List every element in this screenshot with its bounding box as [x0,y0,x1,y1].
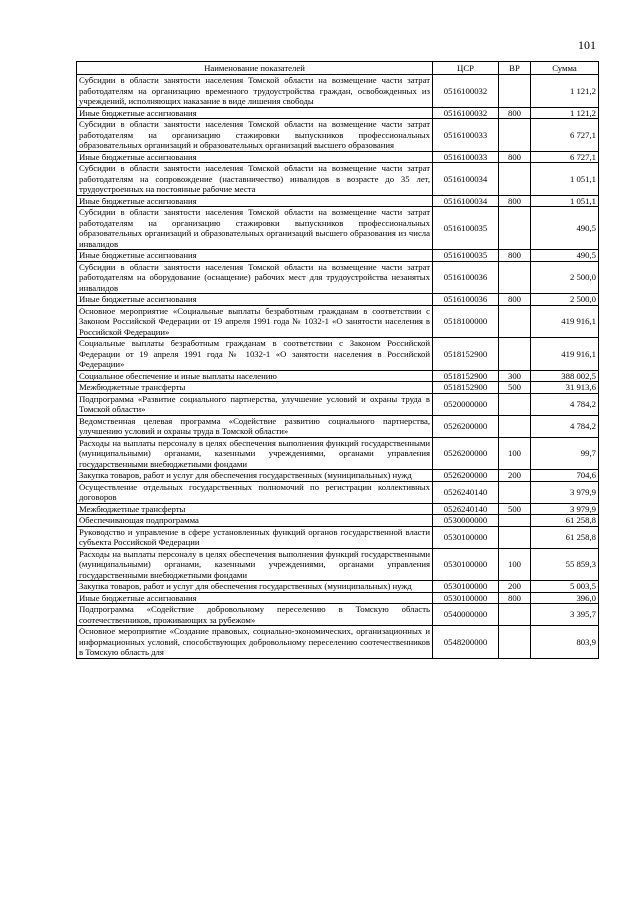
row-name: Субсидии в области занятости населения Томской области на возмещение части затрат работодателям на сопровождение (наставничество) инвалидов в возрасте до 35 лет, трудоустроенных на постоянные рабочие места [77,163,433,196]
table-row [77,415,599,437]
row-name: Подпрограмма «Содействие добровольному переселению в Томскую область соотечественников, проживающих за рубежом» [77,604,433,626]
row-vr [499,75,531,108]
row-vr [499,305,531,338]
row-name: Субсидии в области занятости населения Томской области на возмещение части затрат работодателям на оборудование (оснащение) рабочих мест для трудоустройства незанятых инвалидов [77,261,433,294]
row-csr: 0516100035 [433,250,499,262]
row-csr: 0516100035 [433,207,499,250]
row-vr: 800 [499,195,531,207]
row-sum: 4 784,2 [531,415,599,437]
row-csr: 0516100034 [433,163,499,196]
row-name: Основное мероприятие «Создание правовых, социально-экономических, организационных и информационных условий, способствующих добровольному переселению соотечественников в Томскую область для [77,626,433,659]
row-vr: 800 [499,294,531,306]
row-name: Осуществление отдельных государственных полномочий по регистрации коллективных договоров [77,481,433,503]
table-row [77,75,599,108]
row-csr: 0530100000 [433,548,499,581]
table-row [77,338,599,371]
table-row [77,526,599,548]
table-row [77,119,599,152]
header-name: Наименование показателей [77,62,433,75]
row-name: Межбюджетные трансферты [77,503,433,515]
table-row [77,294,599,306]
row-vr: 300 [499,370,531,382]
row-vr [499,393,531,415]
row-csr: 0516100032 [433,75,499,108]
row-csr: 0520000000 [433,393,499,415]
row-name: Иные бюджетные ассигнования [77,107,433,119]
table-row [77,151,599,163]
row-name: Руководство и управление в сфере установленных функций органов государственной власти субъекта Российской Федерации [77,526,433,548]
row-name: Расходы на выплаты персоналу в целях обеспечения выполнения функций государственными (муниципальными) органами, казенными учреждениями, органами управления государственными внебюджетными фондами [77,548,433,581]
row-sum: 490,5 [531,207,599,250]
row-sum: 6 727,1 [531,151,599,163]
row-vr: 500 [499,503,531,515]
row-vr [499,207,531,250]
row-vr [499,526,531,548]
table-row [77,163,599,196]
row-sum: 3 979,9 [531,481,599,503]
row-name: Расходы на выплаты персоналу в целях обеспечения выполнения функций государственными (муниципальными) органами, казенными учреждениями, органами управления государственными внебюджетными фондами [77,437,433,470]
row-name: Ведомственная целевая программа «Содействие развитию социального партнерства, улучшению условий и охраны труда в Томской области» [77,415,433,437]
row-vr [499,338,531,371]
row-name: Закупка товаров, работ и услуг для обеспечения государственных (муниципальных) нужд [77,581,433,593]
row-sum: 803,9 [531,626,599,659]
table-row [77,250,599,262]
row-vr: 200 [499,581,531,593]
row-vr: 800 [499,250,531,262]
row-name: Обеспечивающая подпрограмма [77,515,433,527]
row-csr: 0526240140 [433,503,499,515]
row-name: Подпрограмма «Развитие социального партнерства, улучшение условий и охраны труда в Томской области» [77,393,433,415]
table-row [77,481,599,503]
row-sum: 61 258,8 [531,526,599,548]
row-sum: 31 913,6 [531,382,599,394]
row-vr: 800 [499,151,531,163]
row-sum: 419 916,1 [531,338,599,371]
row-vr: 800 [499,107,531,119]
budget-table [76,61,599,659]
row-vr [499,119,531,152]
row-sum: 61 258,8 [531,515,599,527]
row-name: Социальное обеспечение и иные выплаты населению [77,370,433,382]
row-csr: 0516100034 [433,195,499,207]
row-vr: 800 [499,592,531,604]
row-name: Иные бюджетные ассигнования [77,195,433,207]
row-csr: 0530100000 [433,592,499,604]
row-sum: 388 002,5 [531,370,599,382]
table-row [77,393,599,415]
row-vr: 200 [499,470,531,482]
row-vr [499,481,531,503]
table-row [77,604,599,626]
table-row [77,548,599,581]
row-vr [499,261,531,294]
table-header-row [77,62,599,75]
row-sum: 3 979,9 [531,503,599,515]
table-row [77,195,599,207]
row-vr: 500 [499,382,531,394]
row-name: Субсидии в области занятости населения Томской области на возмещение части затрат работодателям на организацию стажировки выпускников профессиональных образовательных организаций и образовательных организаций высшего образования из числа инвалидов [77,207,433,250]
table-row [77,515,599,527]
page-number: 101 [578,38,596,52]
table-row [77,437,599,470]
row-sum: 704,6 [531,470,599,482]
row-sum: 1 051,1 [531,163,599,196]
row-csr: 0530000000 [433,515,499,527]
row-sum: 2 500,0 [531,294,599,306]
row-vr [499,626,531,659]
row-csr: 0518152900 [433,382,499,394]
row-sum: 99,7 [531,437,599,470]
row-sum: 5 003,5 [531,581,599,593]
row-sum: 490,5 [531,250,599,262]
row-sum: 1 051,1 [531,195,599,207]
row-csr: 0526200000 [433,470,499,482]
row-vr: 100 [499,437,531,470]
row-name: Иные бюджетные ассигнования [77,294,433,306]
table-row [77,626,599,659]
row-csr: 0526240140 [433,481,499,503]
row-name: Иные бюджетные ассигнования [77,151,433,163]
row-name: Иные бюджетные ассигнования [77,250,433,262]
row-sum: 55 859,3 [531,548,599,581]
table-row [77,382,599,394]
row-sum: 2 500,0 [531,261,599,294]
row-name: Закупка товаров, работ и услуг для обеспечения государственных (муниципальных) нужд [77,470,433,482]
table-row [77,470,599,482]
table-row [77,107,599,119]
table-row [77,503,599,515]
row-csr: 0516100033 [433,151,499,163]
row-name: Социальные выплаты безработным гражданам в соответствии с Законом Российской Федерации от 19 апреля 1991 года № 1032-1 «О занятости населения в Российской Федерации» [77,338,433,371]
row-csr: 0518152900 [433,338,499,371]
row-csr: 0526200000 [433,437,499,470]
header-sum: Сумма [531,62,599,75]
row-name: Субсидии в области занятости населения Томской области на возмещение части затрат работодателям на организацию стажировки выпускников профессиональных образовательных организаций и образовательных организаций высшего образования [77,119,433,152]
row-csr: 0516100033 [433,119,499,152]
row-csr: 0516100032 [433,107,499,119]
table-row [77,592,599,604]
row-vr: 100 [499,548,531,581]
table-row [77,581,599,593]
row-csr: 0516100036 [433,261,499,294]
row-name: Иные бюджетные ассигнования [77,592,433,604]
row-vr [499,415,531,437]
row-csr: 0548200000 [433,626,499,659]
row-csr: 0526200000 [433,415,499,437]
row-name: Межбюджетные трансферты [77,382,433,394]
table-row [77,370,599,382]
row-sum: 1 121,2 [531,75,599,108]
header-csr: ЦСР [433,62,499,75]
row-csr: 0530100000 [433,581,499,593]
row-sum: 396,0 [531,592,599,604]
row-sum: 1 121,2 [531,107,599,119]
row-vr [499,604,531,626]
row-vr [499,163,531,196]
row-csr: 0518152900 [433,370,499,382]
table-row [77,261,599,294]
table-row [77,305,599,338]
row-sum: 3 395,7 [531,604,599,626]
row-sum: 4 784,2 [531,393,599,415]
table-row [77,207,599,250]
row-name: Основное мероприятие «Социальные выплаты безработным гражданам в соответствии с Законом Российской Федерации от 19 апреля 1991 года № 1032-1 «О занятости населения в Российской Федерации» [77,305,433,338]
row-vr [499,515,531,527]
row-csr: 0518100000 [433,305,499,338]
row-csr: 0530100000 [433,526,499,548]
row-csr: 0540000000 [433,604,499,626]
row-csr: 0516100036 [433,294,499,306]
row-name: Субсидии в области занятости населения Томской области на возмещение части затрат работодателям на организацию временного трудоустройства граждан, освобожденных из учреждений, исполняющих наказание в виде лишения свободы [77,75,433,108]
row-sum: 6 727,1 [531,119,599,152]
row-sum: 419 916,1 [531,305,599,338]
header-vr: ВР [499,62,531,75]
